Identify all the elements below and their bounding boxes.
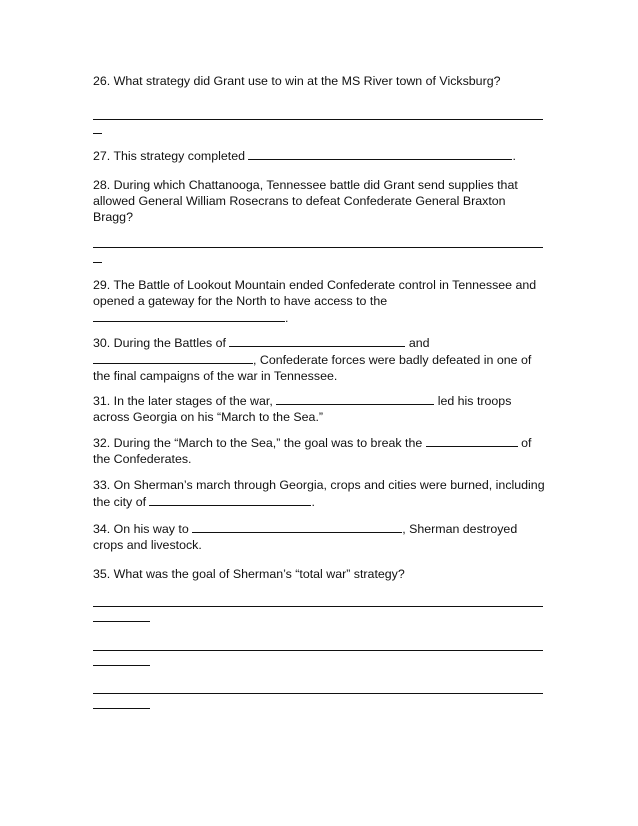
question-34-text: 34. On his way to — [93, 522, 189, 536]
answer-line-35a[interactable] — [93, 606, 543, 607]
answer-blank-27[interactable] — [248, 147, 512, 160]
question-28: 28. During which Chattanooga, Tennessee battle did Grant send supplies that allowed General William Rosecrans to defeat Confederate General Braxton Bragg? — [93, 178, 518, 224]
answer-blank-30a[interactable] — [229, 334, 405, 347]
answer-blank-34[interactable] — [192, 520, 402, 533]
question-34-end: , Sherman destroyed crops and livestock. — [93, 522, 518, 552]
question-33 — [93, 477, 545, 510]
question-27-end: . — [512, 149, 516, 163]
question-26: 26. What strategy did Grant use to win at the MS River town of Vicksburg? — [93, 74, 501, 88]
question-31-end: led his troops across Georgia on his “March to the Sea.” — [93, 394, 512, 424]
question-34 — [93, 520, 545, 553]
answer-blank-30b[interactable] — [93, 351, 253, 364]
question-32 — [93, 434, 545, 467]
question-29-end: . — [285, 311, 289, 325]
answer-line-35c[interactable] — [93, 693, 543, 694]
answer-blank-33[interactable] — [149, 493, 311, 506]
question-32-text: 32. During the “March to the Sea,” the goal was to break the — [93, 436, 423, 450]
answer-line-35b-stub — [93, 665, 150, 666]
answer-line-28[interactable] — [93, 247, 543, 248]
question-35: 35. What was the goal of Sherman’s “total war” strategy? — [93, 567, 405, 581]
answer-line-26-stub — [93, 133, 102, 134]
question-33-end: . — [311, 495, 315, 509]
question-30 — [93, 334, 545, 384]
answer-blank-31[interactable] — [276, 392, 434, 405]
answer-line-28-stub — [93, 262, 102, 263]
question-27-text: 27. This strategy completed — [93, 149, 245, 163]
question-30-end: , Confederate forces were badly defeated in one of the final campaigns of the war in Tennessee. — [93, 353, 532, 383]
answer-line-35a-stub — [93, 621, 150, 622]
question-33-text: 33. On Sherman’s march through Georgia, crops and cities were burned, including the city of — [93, 478, 545, 509]
answer-blank-29[interactable] — [93, 309, 285, 322]
question-32-end: of the Confederates. — [93, 436, 532, 466]
question-27 — [93, 147, 545, 164]
answer-line-35b[interactable] — [93, 650, 543, 651]
answer-line-35c-stub — [93, 708, 150, 709]
question-30-and: and — [408, 336, 430, 350]
question-29-text: 29. The Battle of Lookout Mountain ended Confederate control in Tennessee and opened a gateway for the North to have access to the — [93, 278, 537, 308]
answer-blank-32[interactable] — [426, 434, 518, 447]
question-31 — [93, 392, 545, 425]
question-30-text: 30. During the Battles of — [93, 336, 226, 350]
question-29 — [93, 277, 545, 326]
answer-line-26[interactable] — [93, 119, 543, 120]
question-31-text: 31. In the later stages of the war, — [93, 394, 273, 408]
